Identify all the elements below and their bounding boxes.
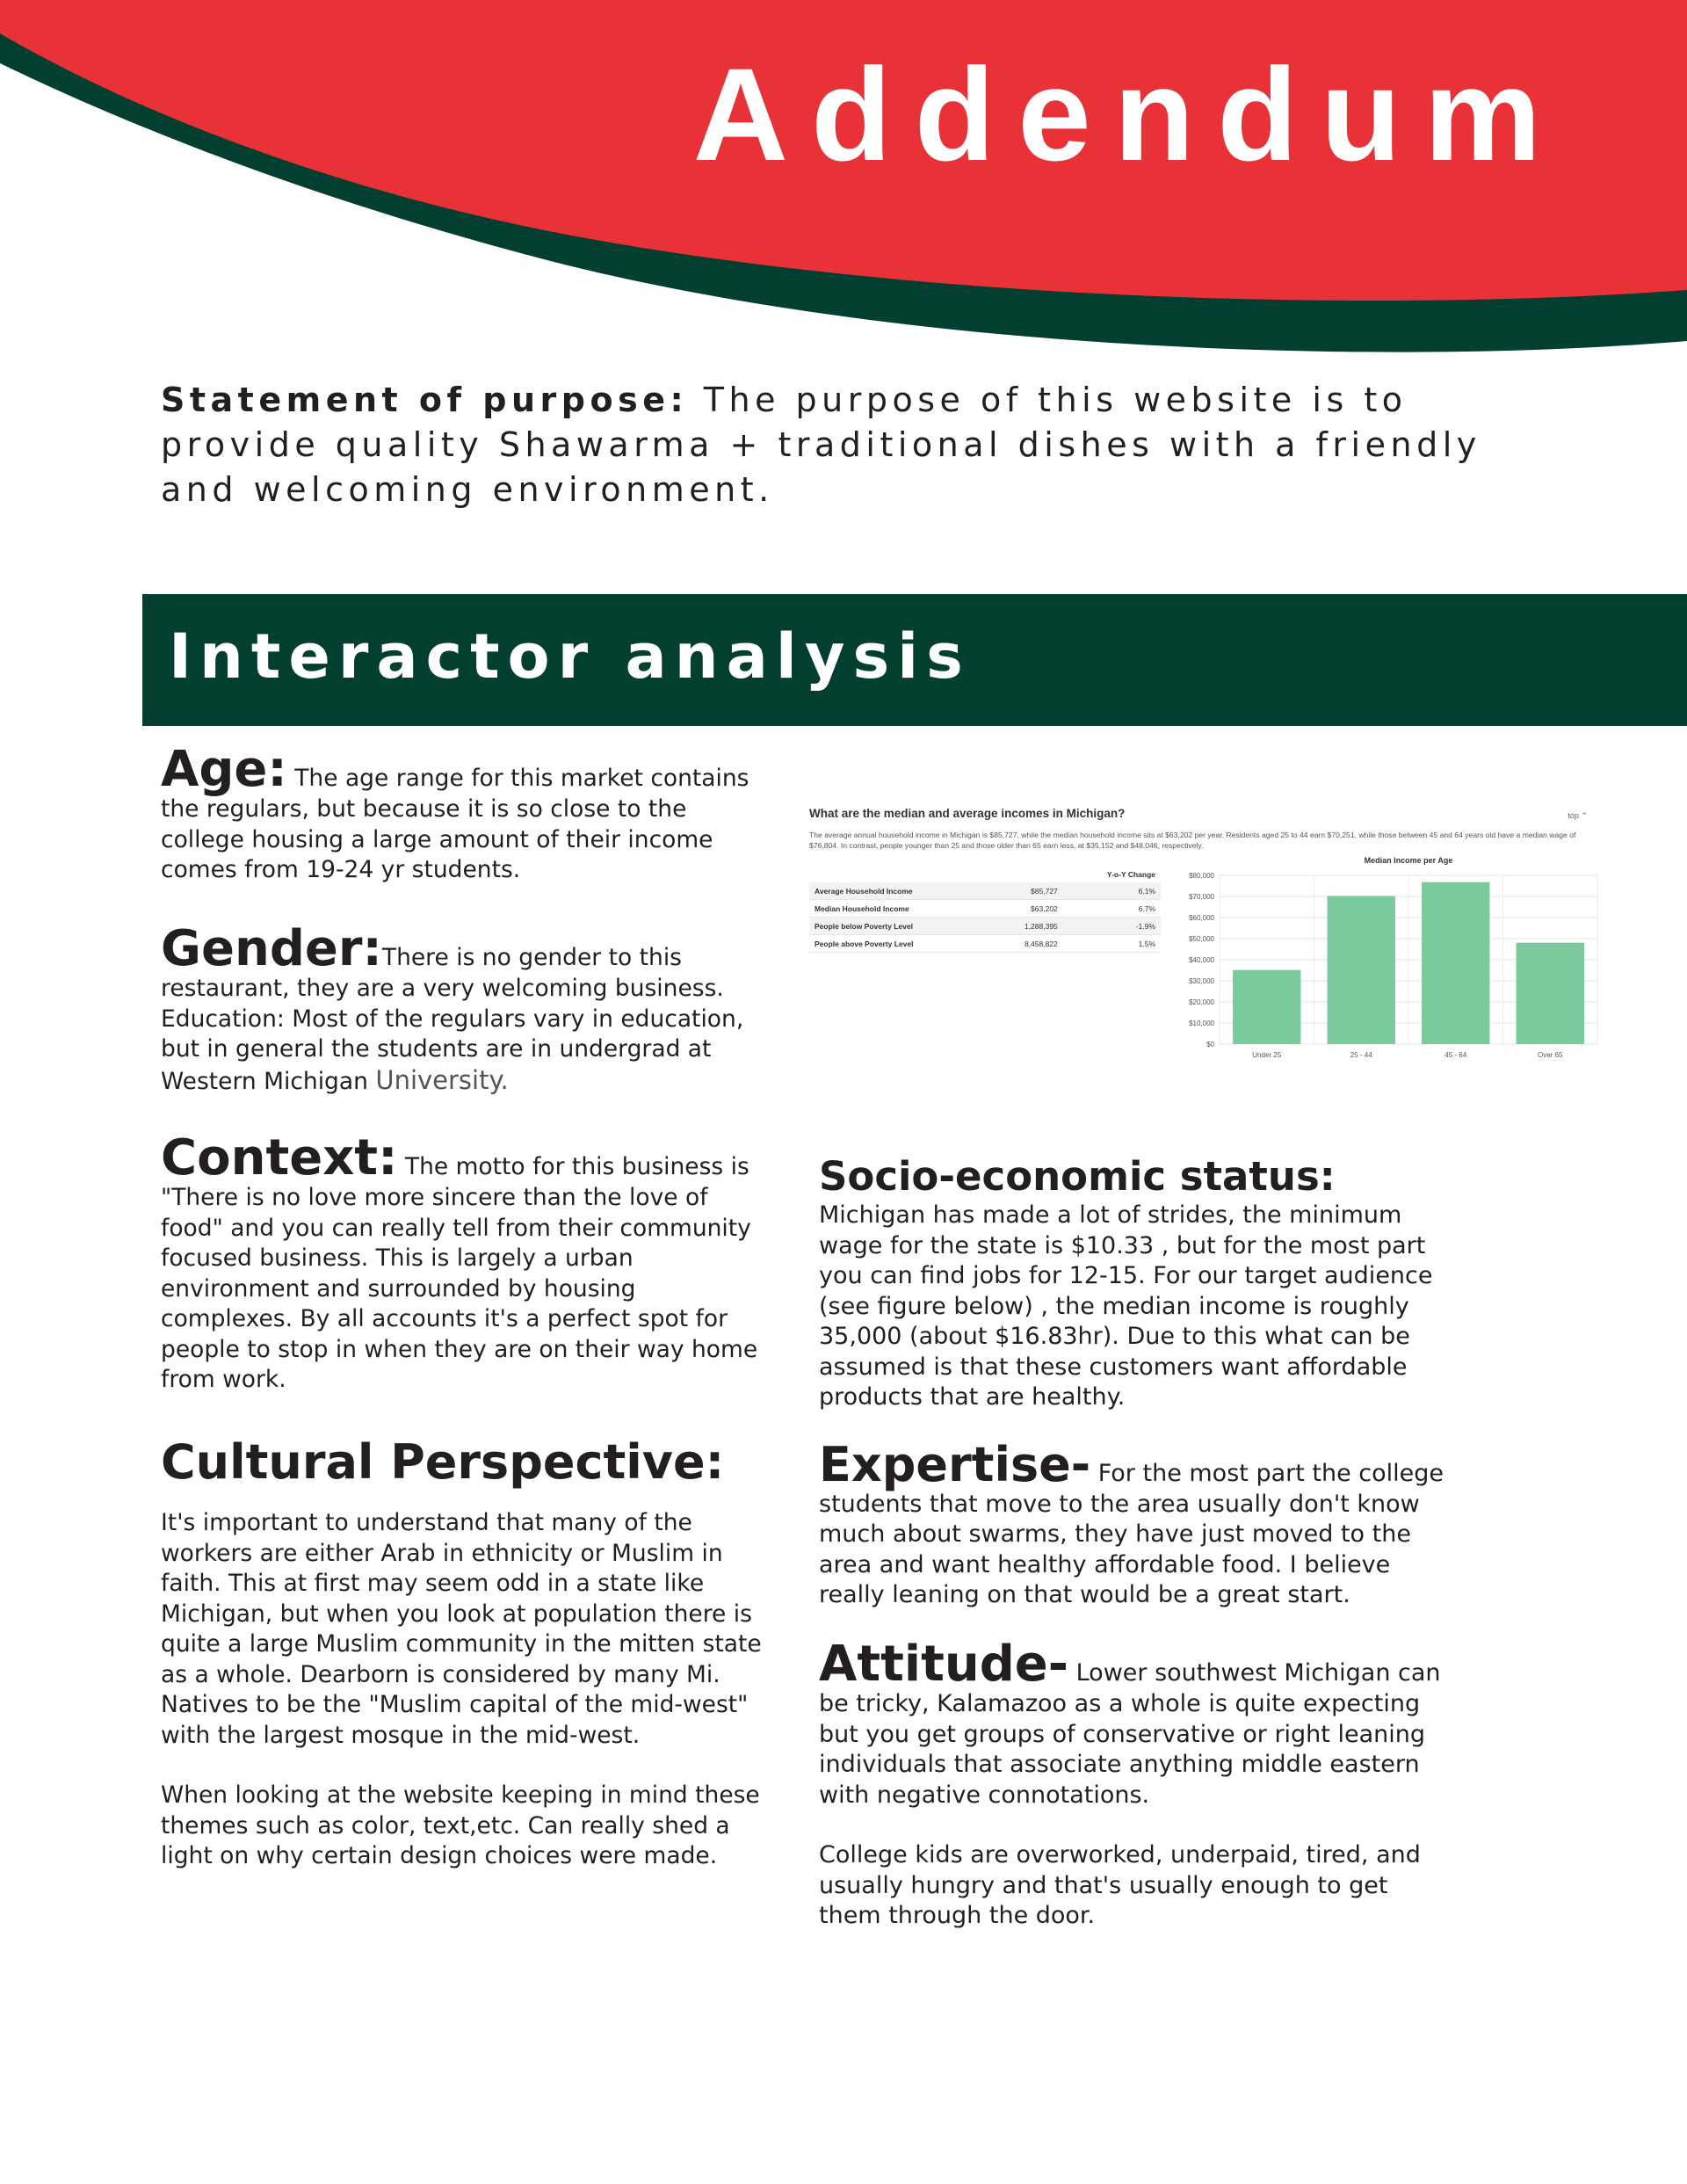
cultural-block	[161, 1434, 767, 1872]
page-title: Addendum	[692, 40, 1564, 188]
chart-bar	[1233, 970, 1300, 1044]
attitude-heading: Attitude-	[819, 1636, 1069, 1693]
attitude-text: Lower southwest Michigan can be tricky, Kalamazoo as a whole is quite expecting but you get groups of conservative or right leaning individuals that associate anything middle eastern with negative connotations.	[819, 1659, 1441, 1809]
figure-description: The average annual household income in Michigan is $85,727, while the median household income sits at $63,202 per year. Residents aged 25 to 44 earn $70,251, while those between 45 and 64 years old have a median wage of $76,804. In contrast, people younger than 25 and those older than 65 earn less, at $35,152 and $48,046, respectively.	[809, 831, 1576, 850]
y-tick-label: $30,000	[1189, 977, 1214, 985]
table-cell-change: 6.7%	[1063, 900, 1161, 918]
context-text: The motto for this business is "There is no love more sincere than the love of food" and you can really tell from their community focused business. This is largely a urban environment and surrounded by housing complexes. By all accounts it's a perfect spot for people to stop in when they are on their way home from work.	[161, 1153, 758, 1393]
socio-text: Michigan has made a lot of strides, the minimum wage for the state is $10.33 , but for the most part you can find jobs for 12-15. For our target audience (see figure below) , the median income is roughly 35,000 (about $16.83hr). Due to this what can be assumed is that these customers want affordable products that are healthy.	[819, 1201, 1433, 1411]
income-figure	[807, 796, 1609, 1066]
age-text: The age range for this market contains the regulars, but because it is so close to the college housing a large amount of their income comes from 19-24 yr students.	[161, 765, 749, 883]
table-cell-label: Average Household Income	[809, 882, 990, 900]
y-tick-label: $40,000	[1189, 956, 1214, 964]
table-cell-value: $85,727	[990, 882, 1063, 900]
expertise-text: For the most part the college students that move to the area usually don't know much about swarms, they have just moved to the area and want healthy affordable food. I believe really leaning on that would be a great start.	[819, 1460, 1444, 1608]
table-cell-label: People below Poverty Level	[809, 918, 990, 935]
table-cell-value: $63,202	[990, 900, 1063, 918]
attitude-block	[819, 1636, 1452, 1932]
table-cell-value: 8,458,822	[990, 935, 1063, 953]
context-heading: Context:	[161, 1129, 398, 1186]
cultural-heading: Cultural Perspective:	[161, 1434, 725, 1490]
chevron-up-icon: ⌃	[1581, 811, 1588, 820]
gender-text: There is no gender to this restaurant, they are a very welcoming business. Education: Most of the regulars vary in education, but in general the students are in undergrad at Western Michigan	[161, 944, 744, 1095]
table-cell-change: 6.1%	[1063, 882, 1161, 900]
socio-block	[819, 1153, 1452, 1413]
attitude-text-2: College kids are overworked, underpaid, tired, and usually hungry and that's usually enough to get them through the door.	[819, 1841, 1421, 1929]
purpose-label: Statement of purpose:	[161, 381, 689, 419]
x-tick-label: 45 - 64	[1444, 1051, 1467, 1059]
context-block	[161, 1129, 767, 1396]
table-cell-label: Median Household Income	[809, 900, 990, 918]
chart-bar	[1517, 943, 1584, 1044]
table-cell-label: People above Poverty Level	[809, 935, 990, 953]
gender-heading: Gender:	[161, 920, 382, 977]
y-tick-label: $80,000	[1189, 872, 1214, 880]
age-heading: Age:	[161, 741, 287, 798]
y-tick-label: $10,000	[1189, 1019, 1214, 1027]
table-cell-change: -1.9%	[1063, 918, 1161, 935]
cultural-text-2: When looking at the website keeping in mind these themes such as color, text,etc. Can really shed a light on why certain design choices were made.	[161, 1781, 760, 1869]
chart-title: Median Income per Age	[1364, 856, 1453, 865]
y-tick-label: $0	[1206, 1041, 1214, 1048]
table-cell-change: 1.5%	[1063, 935, 1161, 953]
gender-block	[161, 920, 767, 1097]
chart-bar	[1422, 882, 1489, 1044]
purpose-text: The purpose of this website is to provide quality Shawarma + traditional dishes with a friendly and welcoming environment.	[161, 381, 1481, 509]
cultural-text-1: It's important to understand that many of the workers are either Arab in ethnicity or Muslim in faith. This at first may seem odd in a state like Michigan, but when you look at population there is quite a large Muslim community in the mitten state as a whole. Dearborn is considered by many Mi. Natives to be the "Muslim capital of the mid-west" with the largest mosque in the mid-west.	[161, 1509, 762, 1749]
section-title: Interactor analysis	[169, 620, 971, 693]
y-tick-label: $60,000	[1189, 914, 1214, 922]
figure-title: What are the median and average incomes in Michigan?	[809, 807, 1126, 820]
x-tick-label: 25 - 44	[1350, 1051, 1372, 1059]
table-cell-value: 1,288,395	[990, 918, 1063, 935]
y-tick-label: $70,000	[1189, 893, 1214, 901]
section-header-bar	[142, 594, 1687, 726]
gender-text-end: University.	[375, 1064, 509, 1095]
socio-heading: Socio-economic status:	[819, 1153, 1336, 1200]
x-tick-label: Over 65	[1538, 1051, 1563, 1059]
expertise-block	[819, 1437, 1452, 1611]
expertise-heading: Expertise-	[819, 1437, 1091, 1492]
table-header-change: Y-o-Y Change	[1106, 870, 1155, 879]
x-tick-label: Under 25	[1252, 1051, 1282, 1059]
y-tick-label: $20,000	[1189, 998, 1214, 1006]
figure-top-text: top	[1568, 811, 1579, 820]
statement-of-purpose	[161, 378, 1567, 512]
chart-bar	[1328, 896, 1395, 1044]
age-block	[161, 741, 767, 886]
median-income-chart	[807, 796, 1609, 1066]
y-tick-label: $50,000	[1189, 935, 1214, 943]
